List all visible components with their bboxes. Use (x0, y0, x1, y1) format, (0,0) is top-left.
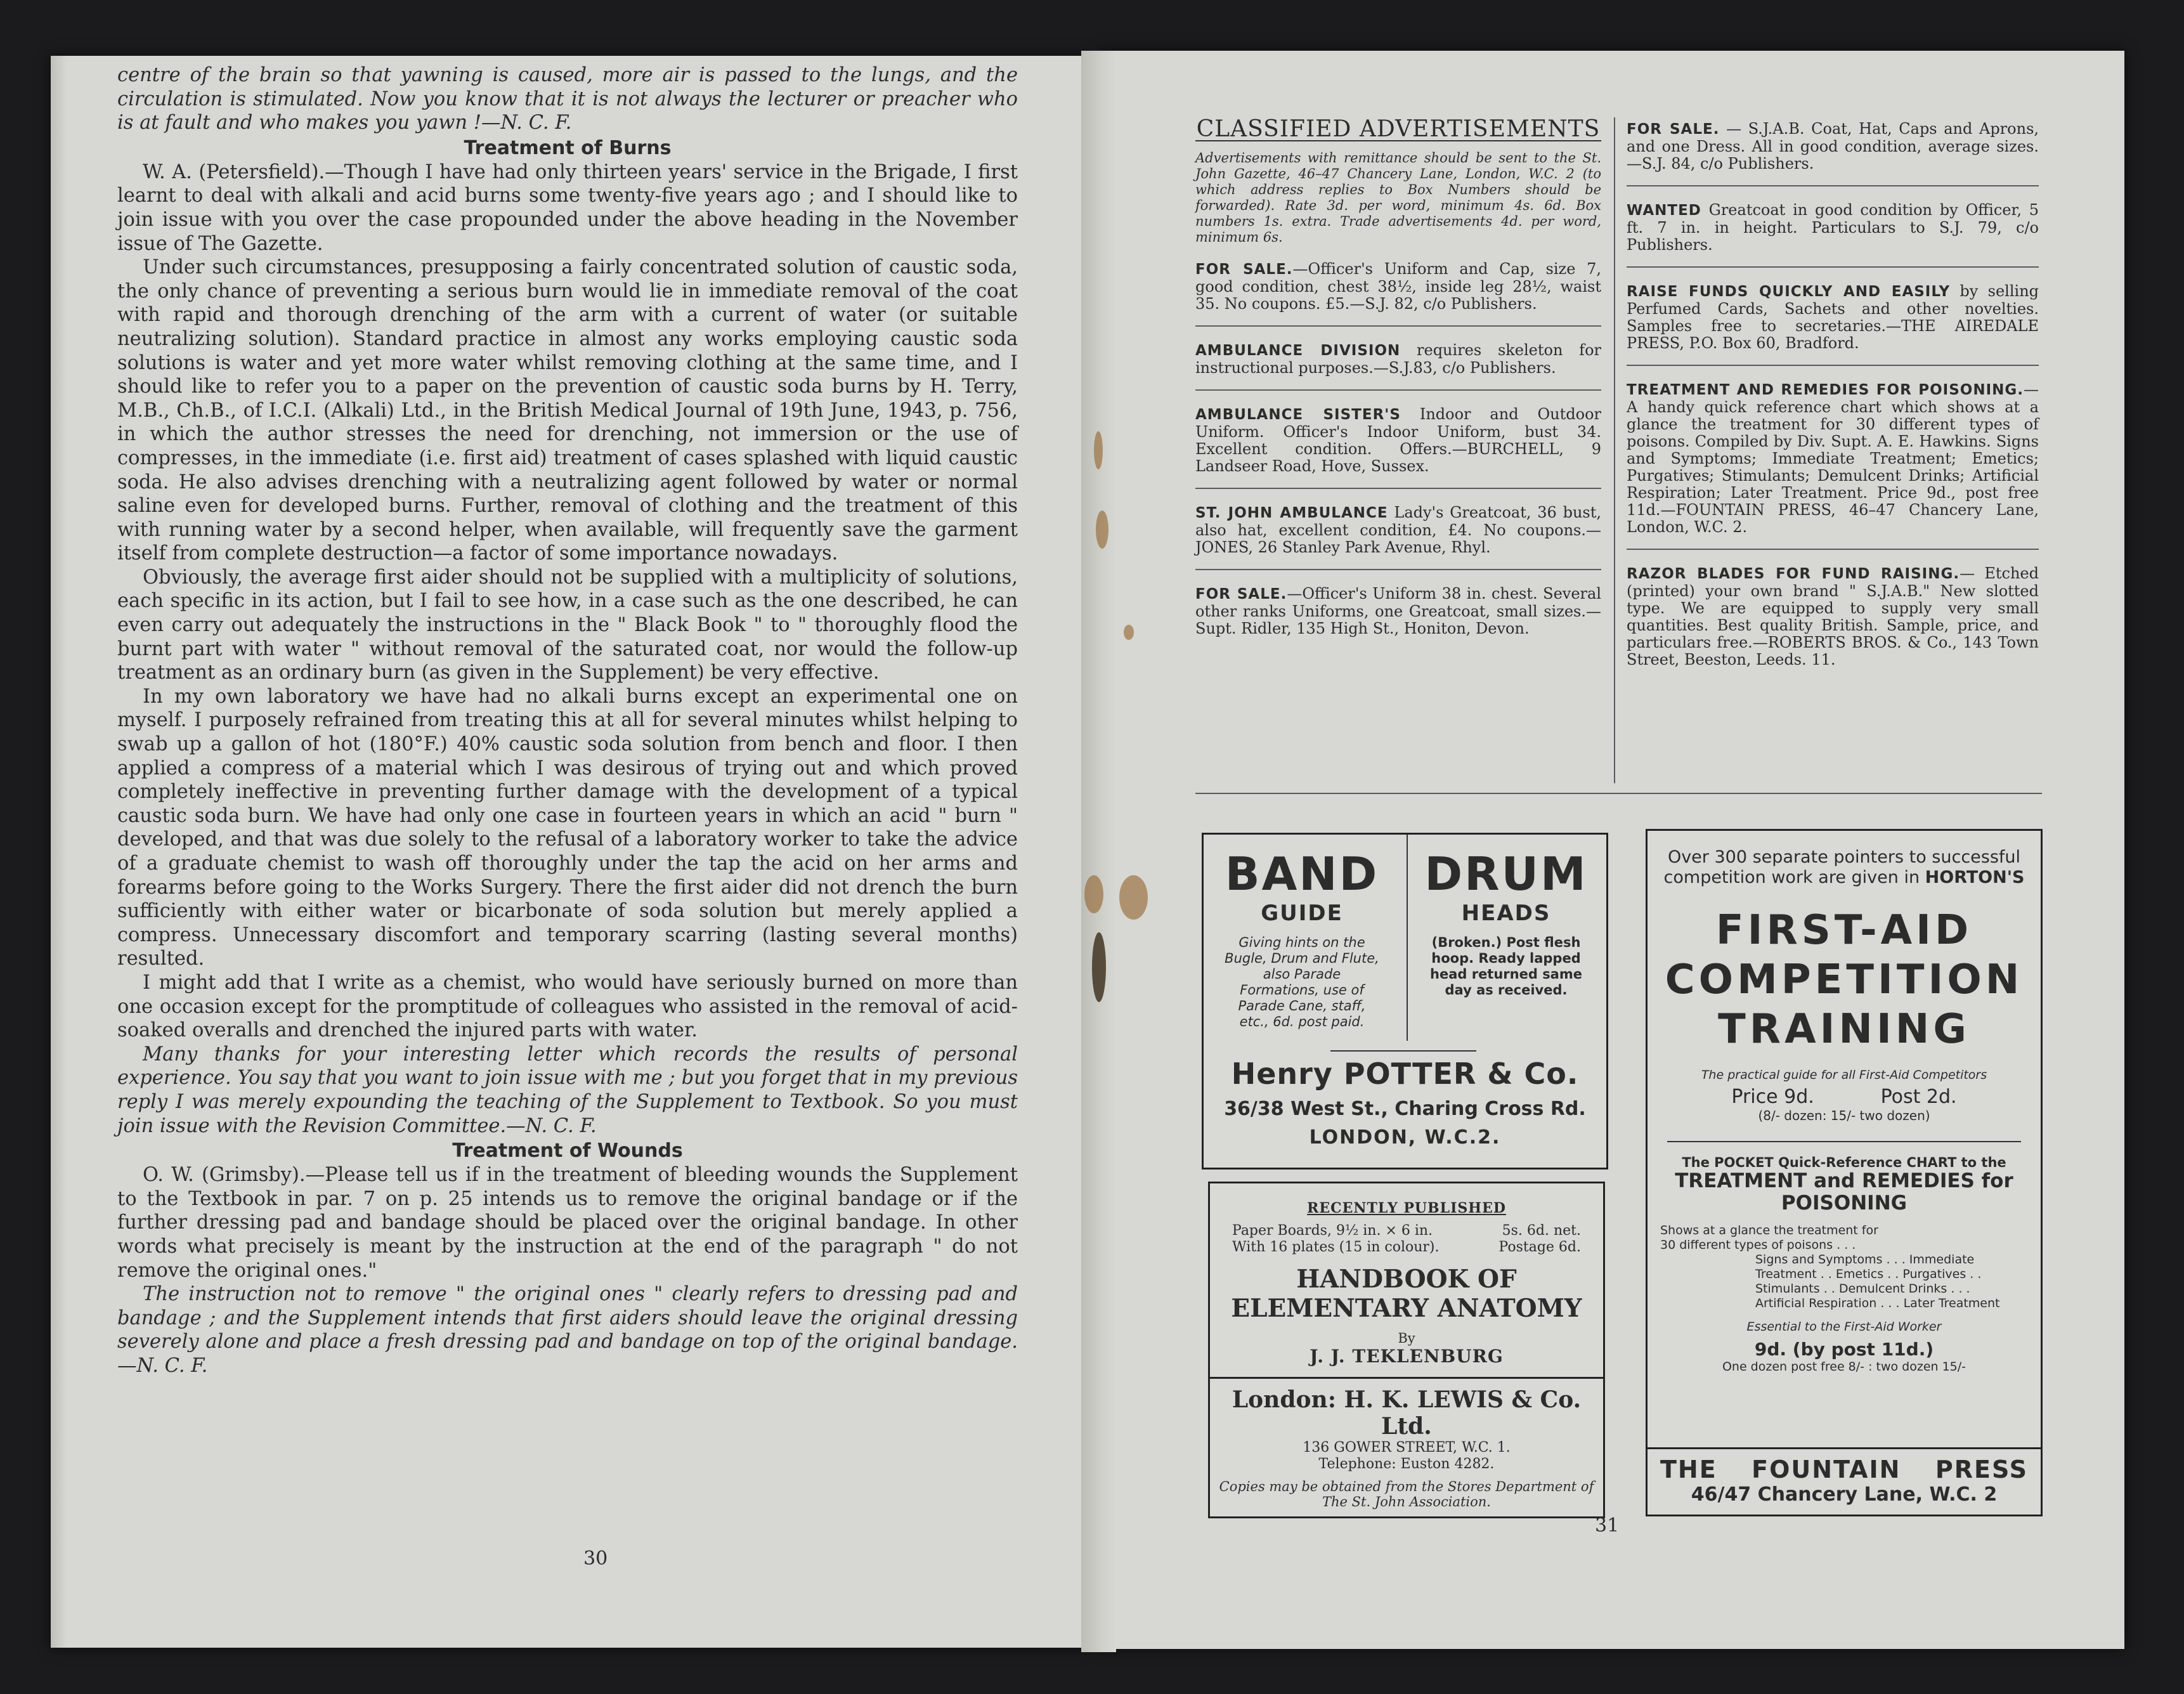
classified-title: CLASSIFIED ADVERTISEMENTS (1196, 116, 1601, 142)
classified-ad (1627, 283, 2039, 366)
drum-description: (Broken.) Post flesh hoop. Ready lapped head returned same day as received. (1430, 935, 1582, 998)
shows-list: Signs and Symptoms . . . Immediate Treatment . . Emetics . . Purgatives . . Stimulants . . Demulcent Drinks . . . Artificial Respiration . . . Later Treatment (1755, 1253, 2000, 1310)
book-by: By (1398, 1331, 1415, 1346)
ad-heading: TREATMENT AND REMEDIES FOR POISONING. (1627, 382, 2024, 398)
letter-paragraph: W. A. (Petersfield).—Though I have had only thirteen years' service in the Brigade, I first learnt to deal with alkali and acid burns some twenty-five years ago ; and I should like to join issue with you over the case propounded under the above heading in the November issue of The Gazette. (117, 160, 1018, 255)
ad-body: Lady's Greatcoat, 36 bust, also hat, excellent condition, £4. No coupons.—JONES, 26 Stanley Park Avenue, Rhyl. (1195, 504, 1602, 556)
ad-heading: WANTED (1627, 202, 1701, 219)
drum-heading: DRUM (1424, 847, 1588, 901)
foxing-stain (1096, 511, 1108, 549)
chart-price: 9d. (by post 11d.) (1754, 1339, 1934, 1360)
foxing-stain (1124, 625, 1134, 640)
letter-paragraph: In my own laboratory we have had no alkali burns except an experimental one on myself. I purposely refrained from treating this at all for several minutes whilst helping to swab up a gallon of hot (180°F.) 40% caustic soda solution from bench and floor. I then applied a compress of a material which I was desirous of trying out and which proved completely ineffective in preventing further damage with the development of a typical caustic soda burn. We have had only one case in fourteen years in which an acid " burn " developed, and that was due solely to the refusal of a laboratory worker to take the advice of a graduate chemist to wash off thoroughly under the tap the acid on her arms and forearms before going to the Works Surgery. There the first aider did not drench the burn sufficiently with either water or bicarbonate of soda solution but merely applied a compress. Unnecessary discomfort and temporary scarring (lasting several months) resulted. (117, 685, 1018, 970)
ad-body: by selling Perfumed Cards, Sachets and other novelties. Samples free to secretaries.—THE AIREDALE PRESS, P.O. Box 60, Bradford. (1627, 282, 2039, 352)
company-city: LONDON, W.C.2. (1309, 1126, 1501, 1149)
ad-heading: FOR SALE. (1195, 261, 1293, 278)
fp-press: PRESS (1935, 1456, 2028, 1483)
fp-address: 46/47 Chancery Lane, W.C. 2 (1691, 1483, 1998, 1506)
shows-line1: Shows at a glance the treatment for (1660, 1223, 1878, 1237)
section-heading: Treatment of Burns (464, 136, 672, 159)
pointers-intro (1648, 847, 2041, 888)
company-name: Henry POTTER & Co. (1231, 1057, 1579, 1091)
band-heading: BAND (1225, 847, 1379, 901)
publisher-street: 136 GOWER STREET, W.C. 1. (1303, 1440, 1511, 1456)
foxing-stain (1094, 431, 1103, 469)
letter-paragraph: Obviously, the average first aider should not be supplied with a multiplicity of solutions, each specific in its action, but I fail to see how, in a case such as the one described, he can even carry out adequately the instructions in the " Black Book " to " thoroughly flood the burnt part with water " without removal of the saturated coat, nor would the follow-up treatment as an ordinary burn (as given in the Supplement) be very effective. (117, 566, 1018, 684)
copies-note: Copies may be obtained from the Stores Department of The St. John Association. (1219, 1479, 1594, 1509)
band-description: Giving hints on the Bugle, Drum and Flute, also Parade Formations, use of Parade Cane, staff, etc., 6d. post paid. (1225, 935, 1379, 1029)
band-drum-advert (1202, 833, 1608, 1170)
advert-rule (1330, 1050, 1476, 1052)
classified-ad (1195, 261, 1601, 327)
book-plates: With 16 plates (15 in colour). (1232, 1239, 1440, 1255)
ad-body: —Officer's Uniform 38 in. chest. Several other ranks Uniforms, one Greatcoat, small sizes.—Supt. Ridler, 135 High St., Honiton, Devon. (1195, 585, 1602, 637)
drum-subheading: HEADS (1461, 901, 1551, 926)
price: Price 9d. (1731, 1086, 1814, 1108)
advert-rule (1667, 1141, 2021, 1142)
headline-first-aid: FIRST-AID (1715, 907, 1973, 954)
page-number-left: 30 (583, 1547, 608, 1570)
letter-paragraph: I might add that I write as a chemist, who would have seriously burned on more than one occasion except for the promptitude of colleagues who assisted in the removal of acid-soaked overalls and drenched the injured parts with water. (117, 971, 1018, 1042)
fountain-press-footer (1648, 1447, 2041, 1515)
ad-heading: FOR SALE. (1195, 586, 1287, 603)
letter-paragraph: The instruction not to remove " the original ones " clearly refers to dressing pad and bandage ; and the Supplement intends that first aiders should leave the original dressing severely alone and place a fresh dressing pad and bandage on top of the original bandage.—N. C. F. (117, 1283, 1018, 1377)
section-divider (1195, 793, 2042, 794)
publisher-block (1210, 1377, 1603, 1509)
ad-body: Greatcoat in good condition by Officer, 5 ft. 7 in. in height. Particulars to S.J. 79, c/o Publishers. (1627, 201, 2039, 254)
ad-heading: AMBULANCE SISTER'S (1195, 407, 1401, 423)
book-author: J. J. TEKLENBURG (1310, 1346, 1504, 1367)
classified-ad (1195, 406, 1601, 489)
classified-ad (1195, 585, 1601, 650)
book-price: 5s. 6d. net. (1502, 1223, 1581, 1239)
classified-ad (1195, 342, 1601, 391)
practical-guide: The practical guide for all First-Aid Competitors (1701, 1068, 1987, 1082)
headline-training: TRAINING (1718, 1006, 1970, 1053)
chart-dozen-price: One dozen post free 8/- : two dozen 15/- (1722, 1360, 1966, 1374)
page-edge (51, 56, 67, 1648)
ad-body: requires skeleton for instructional purposes.—S.J.83, c/o Publishers. (1195, 341, 1601, 377)
letter-paragraph: centre of the brain so that yawning is caused, more air is passed to the lungs, and the circulation is stimulated. Now you know that it is not always the lecturer or preacher who is at fault and who makes you yawn !—N. C. F. (117, 64, 1018, 134)
ad-heading: AMBULANCE DIVISION (1195, 342, 1401, 359)
pocket-chart-title: TREATMENT and REMEDIES for POISONING (1675, 1170, 2013, 1215)
letters-column (117, 63, 1018, 1378)
ad-body: — S.J.A.B. Coat, Hat, Caps and Aprons, and one Dress. All in good condition, average sizes.—S.J. 84, c/o Publishers. (1627, 120, 2039, 173)
pocket-chart-line: The POCKET Quick-Reference CHART to the (1682, 1155, 2006, 1170)
ad-heading: FOR SALE. (1627, 121, 1720, 138)
fp-fountain: FOUNTAIN (1752, 1456, 1901, 1483)
section-heading: Treatment of Wounds (452, 1140, 683, 1163)
handbook-advert (1208, 1182, 1605, 1518)
publisher-phone: Telephone: Euston 4282. (1318, 1456, 1495, 1472)
ad-body: — Etched (printed) your own brand " S.J.A.B." New slotted type. We are equipped to supply very small quantities. Best quality British. Sample, price, and particulars free.—ROBERTS BROS. & Co., 143 Town Street, Beeston, Leeds. 11. (1627, 564, 2039, 668)
essential-note: Essential to the First-Aid Worker (1746, 1320, 1942, 1334)
classified-ad (1627, 121, 2039, 186)
headline-competition: COMPETITION (1665, 956, 2024, 1003)
chart-contents (1648, 1215, 2041, 1311)
classified-ad (1627, 565, 2039, 681)
column-divider (1614, 117, 1615, 783)
book-gutter (1081, 51, 1116, 1652)
book-title-line1: HANDBOOK OF (1296, 1265, 1517, 1294)
recently-published: RECENTLY PUBLISHED (1307, 1200, 1506, 1216)
fp-the: THE (1660, 1456, 1717, 1483)
classified-ad (1627, 202, 2039, 268)
book-title-line2: ELEMENTARY ANATOMY (1231, 1294, 1582, 1323)
book-postage: Postage 6d. (1498, 1239, 1581, 1255)
classified-ad (1195, 504, 1601, 570)
company-address: 36/38 West St., Charing Cross Rd. (1224, 1098, 1586, 1120)
hortons-name: HORTON'S (1925, 868, 2025, 887)
letter-paragraph: Many thanks for your interesting letter which records the results of personal experience. You say that you want to join issue with me ; but you forget that in my previous reply I was merely expounding the teaching of the Supplement to Textbook. So you must join issue with the Revision Committee.—N. C. F. (117, 1043, 1018, 1137)
book-format: Paper Boards, 9½ in. × 6 in. (1232, 1223, 1433, 1239)
ad-body: —Officer's Uniform and Cap, size 7, good condition, chest 38½, inside leg 28½, waist 35. No coupons. £5.—S.J. 82, c/o Publishers. (1195, 260, 1602, 313)
ad-heading: RAISE FUNDS QUICKLY AND EASILY (1627, 283, 1951, 300)
foxing-stain (1119, 875, 1148, 920)
postage: Post 2d. (1880, 1086, 1957, 1108)
letter-paragraph: Under such circumstances, presupposing a fairly concentrated solution of caustic soda, the only chance of preventing a serious burn would lie in immediate removal of the coat with rapid and thorough drenching of the arm with a current of water (or suitable neutralizing solution). Standard practice in almost any works employing caustic soda solutions is water and yet more water whilst removing clothing at the same time, and I should like to refer you to a paper on the prevention of caustic soda burns by H. Terry, M.B., Ch.B., of I.C.I. (Alkali) Ltd., in the British Medical Journal of 19th June, 1943, p. 756, in which the author stresses the need for drenching, not immersion or the use of compresses, in the immediate (i.e. first aid) treatment of cases splashed with liquid caustic soda. He also advises drenching with a neutralizing agent followed by water or normal saline even for developed burns. Further, removal of clothing and the treatment of this with running water by a second helper, when available, will frequently save the garment itself from complete destruction—a factor of some importance nowadays. (117, 256, 1018, 565)
classified-column-right (1627, 121, 2039, 696)
publisher-name: London: H. K. LEWIS & Co. Ltd. (1232, 1386, 1582, 1440)
ad-body: —A handy quick reference chart which shows at a glance the treatment for 30 different types of poisons. Compiled by Div. Supt. A. E. Hawkins. Signs and Symptoms; Immediate Treatment; Emetics; Purgatives; Stimulants; Demulcent Drinks; Artificial Respiration; Later Treatment. Price 9d., post free 11d.—FOUNTAIN PRESS, 46–47 Chancery Lane, London, W.C. 2. (1627, 381, 2039, 536)
foxing-stain (1084, 875, 1103, 913)
pointers-text: Over 300 separate pointers to successful competition work are given in (1663, 847, 2021, 887)
ad-heading: RAZOR BLADES FOR FUND RAISING. (1627, 566, 1960, 582)
shows-line2: 30 different types of poisons . . . (1660, 1238, 1856, 1252)
first-aid-training-advert (1646, 829, 2043, 1516)
foxing-stain (1092, 932, 1106, 1002)
ad-body: Indoor and Outdoor Uniform. Officer's Indoor Uniform, bust 34. Excellent condition. Offers.—BURCHELL, 9 Landseer Road, Hove, Sussex. (1195, 405, 1601, 475)
letter-paragraph: O. W. (Grimsby).—Please tell us if in the treatment of bleeding wounds the Supplement to the Textbook in par. 7 on p. 25 intends us to remove the original bandage or if the further dressing pad and bandage should be placed over the original bandage. In other words what precisely is meant by the instruction at the end of the paragraph " do not remove the original ones." (117, 1164, 1018, 1282)
ad-heading: ST. JOHN AMBULANCE (1195, 505, 1388, 521)
classified-intro: Advertisements with remittance should be sent to the St. John Gazette, 46–47 Chancery Lane, London, W.C. 2 (to which address replies to Box Numbers should be forwarded). Rate 3d. per word, minimum 4s. 6d. Box numbers 1s. extra. Trade advertisements 4d. per word, minimum 6s. (1195, 150, 1601, 245)
band-subheading: GUIDE (1261, 901, 1343, 926)
page-number-right: 31 (1595, 1515, 1620, 1537)
classified-ad (1627, 381, 2039, 550)
dozen-price: (8/- dozen: 15/- two dozen) (1758, 1108, 1930, 1123)
drum-heads-panel (1407, 835, 1604, 1041)
band-guide-panel (1204, 835, 1400, 1041)
classified-column-left (1195, 116, 1602, 665)
